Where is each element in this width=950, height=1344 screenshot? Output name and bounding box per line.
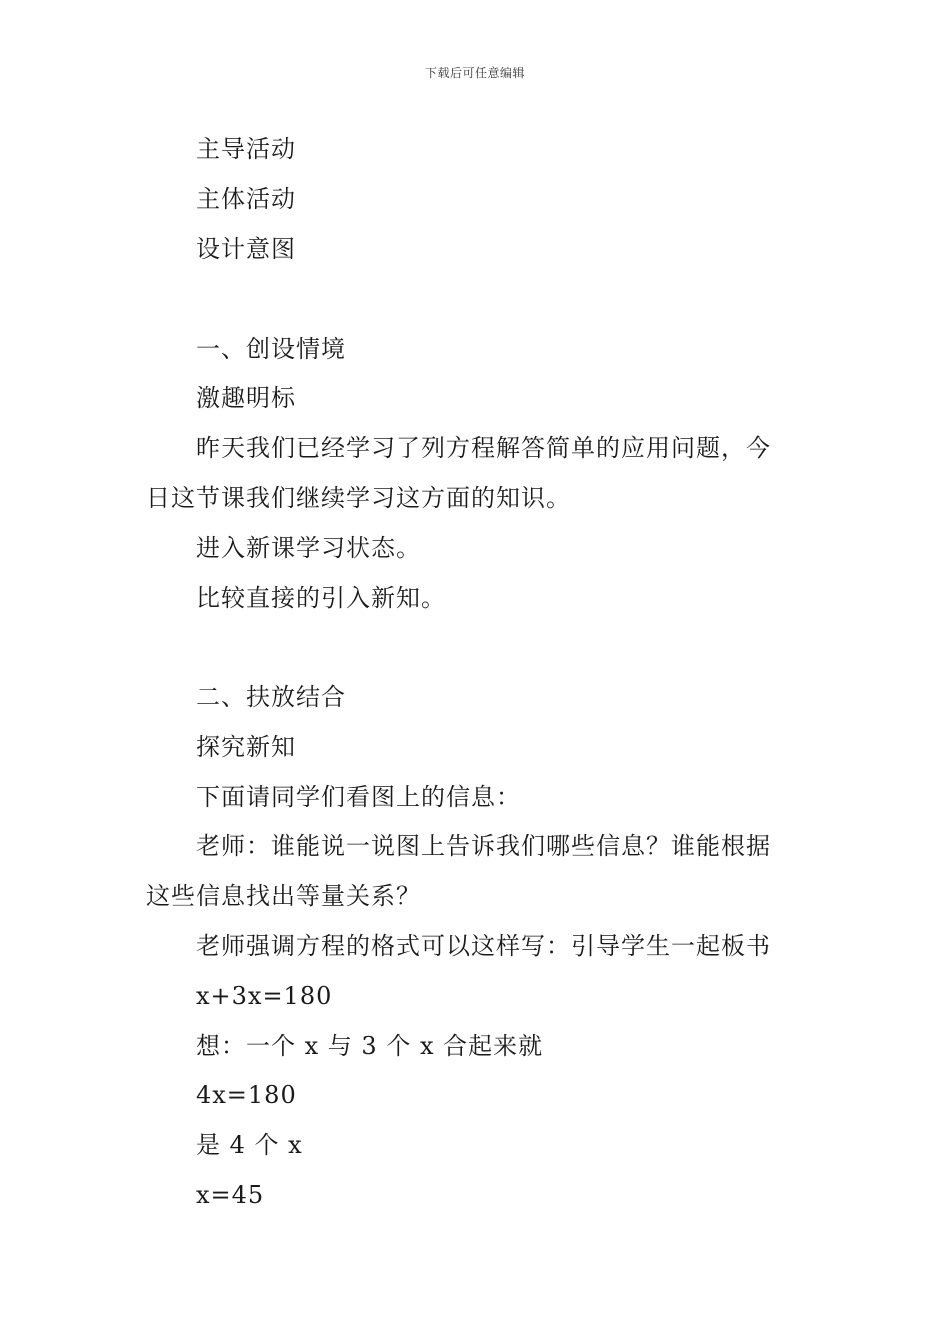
text-line: 设计意图	[196, 235, 296, 263]
section-heading: 二、扶放结合	[196, 683, 346, 711]
text-line: 日这节课我们继续学习这方面的知识。	[146, 484, 571, 512]
equation-line: x+3x=180	[196, 982, 333, 1010]
text-line: 是 4 个 x	[196, 1131, 303, 1159]
text-line: 进入新课学习状态。	[196, 534, 421, 562]
text-line: 这些信息找出等量关系？	[146, 882, 421, 910]
text-line: 探究新知	[196, 733, 296, 761]
text-line: 下面请同学们看图上的信息：	[196, 783, 521, 811]
text-line: 昨天我们已经学习了列方程解答简单的应用问题，今	[196, 434, 771, 462]
page-header: 下载后可任意编辑	[424, 66, 525, 80]
text-line: 比较直接的引入新知。	[196, 584, 446, 612]
text-line: 想：一个 x 与 3 个 x 合起来就	[196, 1032, 544, 1060]
section-heading: 一、创设情境	[196, 335, 346, 363]
text-line: 主体活动	[196, 185, 296, 213]
equation-line: 4x=180	[196, 1081, 297, 1109]
text-line: 主导活动	[196, 135, 296, 163]
equation-line: x=45	[196, 1181, 265, 1209]
text-line: 激趣明标	[196, 384, 296, 412]
text-line: 老师强调方程的格式可以这样写：引导学生一起板书	[196, 932, 771, 960]
text-line: 老师：谁能说一说图上告诉我们哪些信息？谁能根据	[196, 832, 771, 860]
